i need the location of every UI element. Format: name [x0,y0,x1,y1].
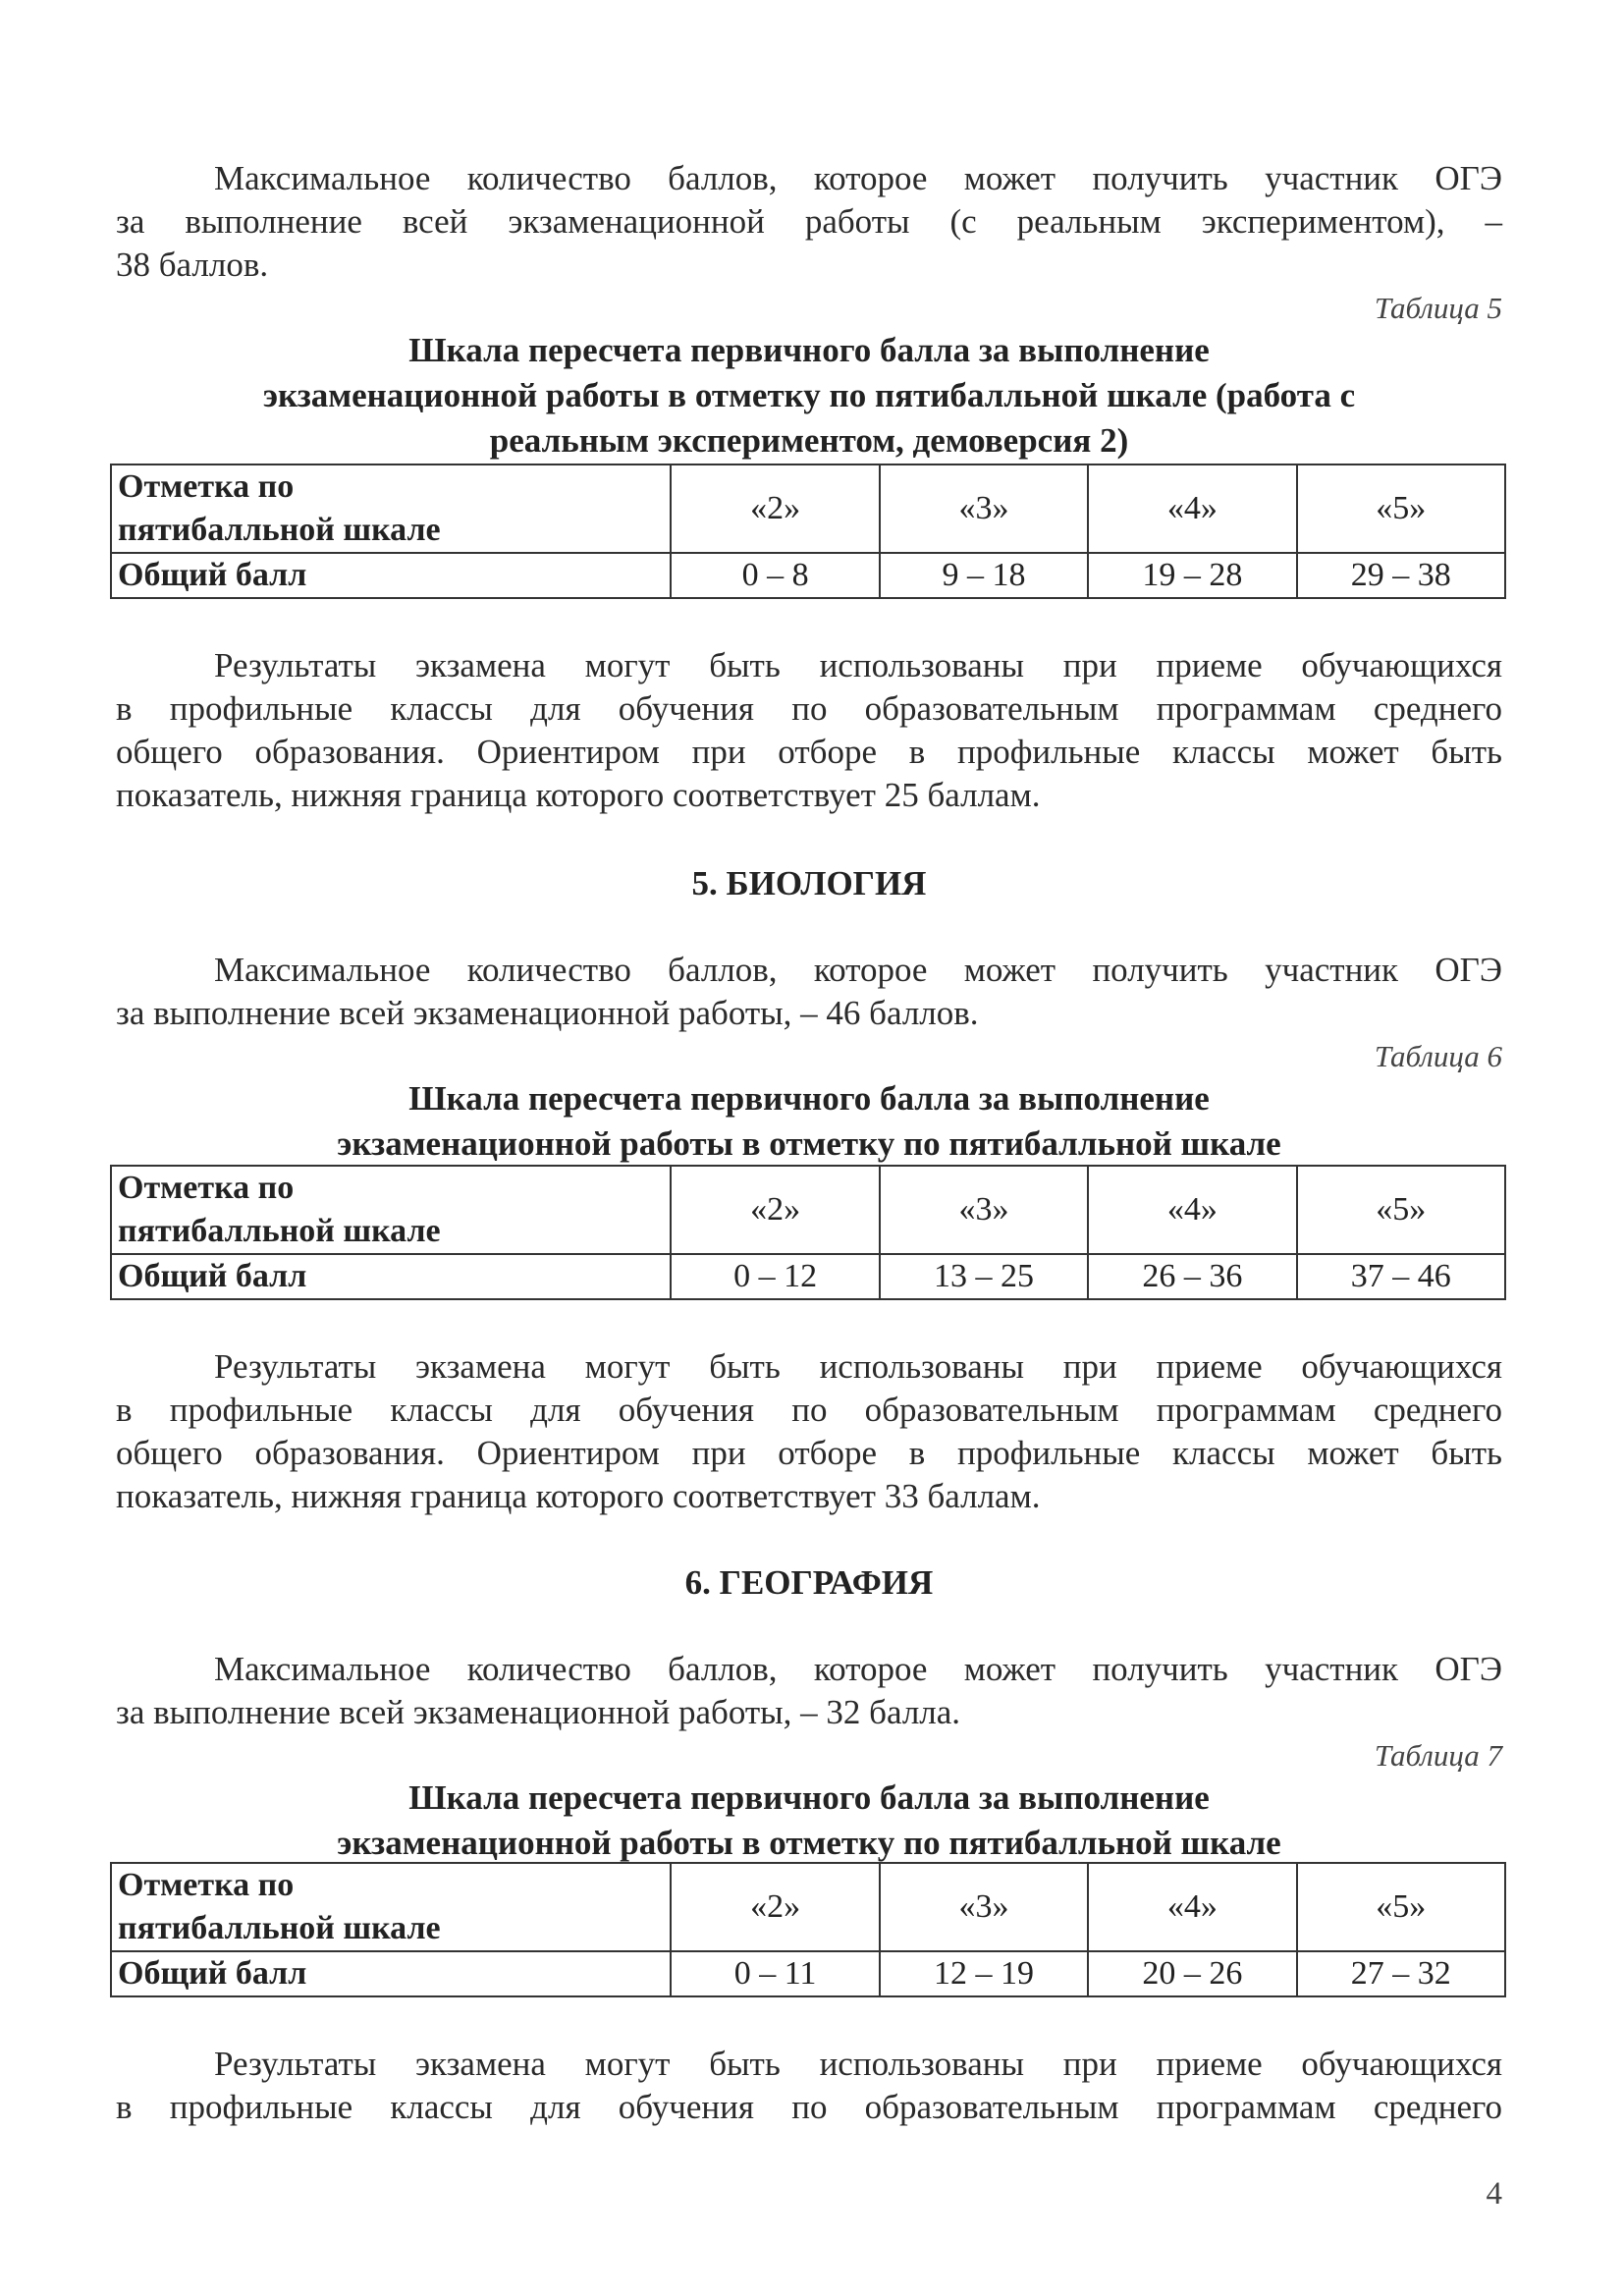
paragraph-line: общего образования. Ориентиром при отборе в профильные классы может быть [116,1434,1502,1472]
biology-intro-paragraph [116,949,1502,1035]
header-line: пятибалльной шкале [118,1213,441,1249]
intro-paragraph [116,157,1502,287]
table-row [111,1254,1505,1299]
header-line: Отметка по [118,1867,295,1903]
grade-header-cell [111,1863,671,1951]
results-paragraph [116,2043,1502,2129]
score-header-cell: Общий балл [111,1951,671,1996]
geography-intro-paragraph [116,1648,1502,1734]
score-cell: 37 – 46 [1297,1254,1505,1299]
paragraph-line: в профильные классы для обучения по образовательным программам среднего [116,2088,1502,2126]
intro-line: 38 баллов. [116,246,269,284]
table-caption [116,1776,1502,1866]
header-line: пятибалльной шкале [118,512,441,548]
paragraph-line: за выполнение всей экзаменационной работы, – 32 балла. [116,1693,961,1731]
page-number: 4 [1486,2176,1502,2212]
table-row [111,553,1505,598]
table-row [111,1863,1505,1951]
score-cell: 0 – 8 [671,553,879,598]
grade-cell: «2» [671,1166,879,1254]
grade-header-cell [111,464,671,553]
grade-cell: «3» [880,1863,1088,1951]
paragraph-line: Результаты экзамена могут быть использованы при приеме обучающихся [214,1347,1502,1386]
score-cell: 19 – 28 [1088,553,1296,598]
caption-line: реальным экспериментом, демоверсия 2) [489,421,1129,460]
section-heading: 5. БИОЛОГИЯ [691,864,927,902]
score-header-cell: Общий балл [111,553,671,598]
table-row [111,1951,1505,1996]
header-line: Отметка по [118,468,295,505]
table-number: Таблица 6 [1374,1039,1502,1073]
grade-scale-table [110,1165,1506,1300]
grade-cell: «3» [880,464,1088,553]
grade-cell: «5» [1297,1863,1505,1951]
grade-header-cell [111,1166,671,1254]
grade-cell: «4» [1088,1166,1296,1254]
score-cell: 27 – 32 [1297,1951,1505,1996]
score-cell: 9 – 18 [880,553,1088,598]
score-cell: 0 – 11 [671,1951,879,1996]
paragraph-line: общего образования. Ориентиром при отборе в профильные классы может быть [116,733,1502,771]
paragraph-line: Результаты экзамена могут быть использованы при приеме обучающихся [214,2045,1502,2083]
header-line: пятибалльной шкале [118,1910,441,1946]
grade-cell: «4» [1088,1863,1296,1951]
grade-scale-table [110,1862,1506,1997]
results-paragraph [116,1345,1502,1518]
caption-line: экзаменационной работы в отметку по пятибалльной шкале (работа с [262,376,1356,414]
score-cell: 12 – 19 [880,1951,1088,1996]
score-cell: 20 – 26 [1088,1951,1296,1996]
caption-line: Шкала пересчета первичного балла за выполнение [408,1778,1210,1817]
table-row [111,464,1505,553]
paragraph-line: Максимальное количество баллов, которое может получить участник ОГЭ [214,951,1502,989]
caption-line: Шкала пересчета первичного балла за выполнение [408,331,1210,369]
paragraph-line: в профильные классы для обучения по образовательным программам среднего [116,1391,1502,1429]
caption-line: экзаменационной работы в отметку по пятибалльной шкале [337,1124,1281,1163]
paragraph-line: показатель, нижняя граница которого соответствует 25 баллам. [116,776,1041,814]
intro-line: за выполнение всей экзаменационной работы (с реальным экспериментом), – [116,202,1502,241]
paragraph-line: Результаты экзамена могут быть использованы при приеме обучающихся [214,646,1502,684]
paragraph-line: в профильные классы для обучения по образовательным программам среднего [116,689,1502,728]
score-cell: 0 – 12 [671,1254,879,1299]
table-caption [116,1076,1502,1167]
score-header-cell: Общий балл [111,1254,671,1299]
score-cell: 26 – 36 [1088,1254,1296,1299]
grade-cell: «3» [880,1166,1088,1254]
score-cell: 13 – 25 [880,1254,1088,1299]
header-line: Отметка по [118,1170,295,1206]
grade-cell: «2» [671,464,879,553]
table-number: Таблица 5 [1374,291,1502,325]
table-caption [116,328,1502,464]
caption-line: экзаменационной работы в отметку по пятибалльной шкале [337,1824,1281,1862]
paragraph-line: показатель, нижняя граница которого соответствует 33 баллам. [116,1477,1041,1515]
grade-cell: «5» [1297,464,1505,553]
results-paragraph [116,644,1502,817]
paragraph-line: за выполнение всей экзаменационной работы, – 46 баллов. [116,994,979,1032]
section-heading: 6. ГЕОГРАФИЯ [684,1563,934,1602]
grade-cell: «5» [1297,1166,1505,1254]
caption-line: Шкала пересчета первичного балла за выполнение [408,1079,1210,1118]
grade-cell: «2» [671,1863,879,1951]
grade-scale-table [110,464,1506,599]
grade-cell: «4» [1088,464,1296,553]
score-cell: 29 – 38 [1297,553,1505,598]
table-number: Таблица 7 [1374,1738,1502,1773]
paragraph-line: Максимальное количество баллов, которое может получить участник ОГЭ [214,1650,1502,1688]
intro-line: Максимальное количество баллов, которое может получить участник ОГЭ [214,159,1502,197]
table-row [111,1166,1505,1254]
